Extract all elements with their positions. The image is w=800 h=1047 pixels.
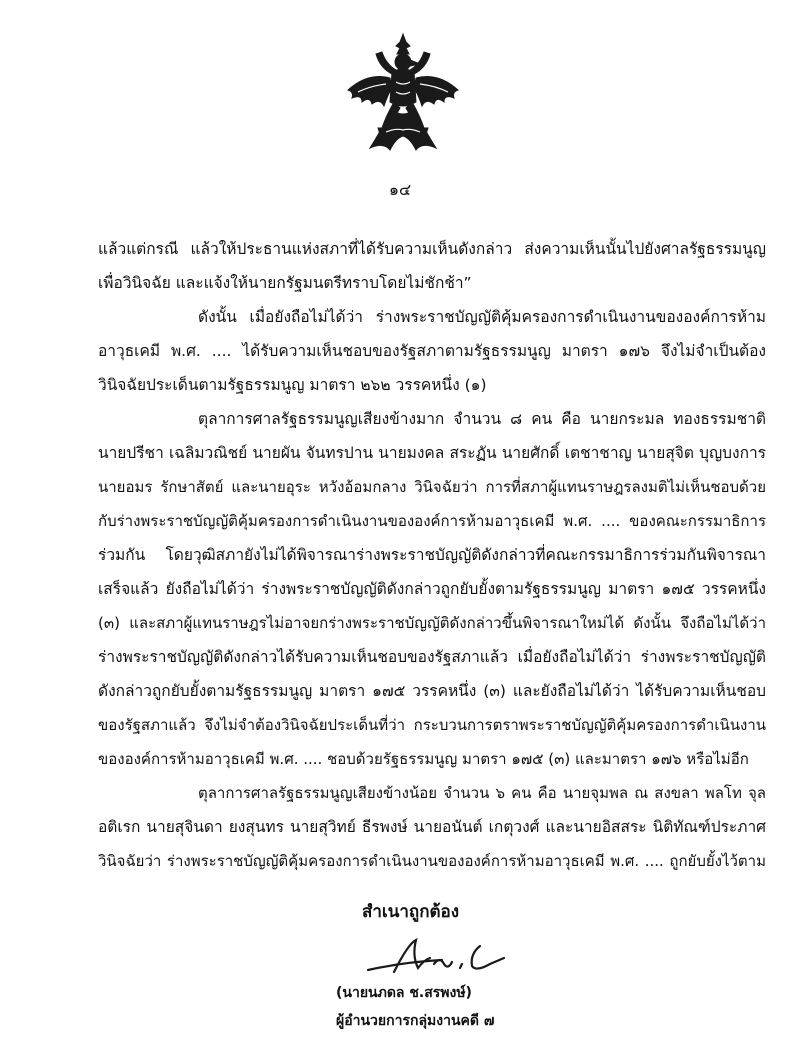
signer-name: (นายนภดล ช.สรพงษ์) [336,985,472,1001]
text-line: นายปรีชา เฉลิมวณิชย์ นายผัน จันทรปาน นายมงคล สระฏัน นายศักดิ์ เตชาชาญ นายสุจิต บุญบงการ [98,444,766,462]
text-line: ร่างพระราชบัญญัติดังกล่าวได้รับความเห็นชอบของรัฐสภาแล้ว เมื่อยังถือไม่ได้ว่า ร่างพระราชบัญญัติ [98,648,766,666]
signature-icon [364,934,524,980]
garuda-emblem-icon [340,32,466,154]
text-line: ดังกล่าวถูกยับยั้งตามรัฐธรรมนูญ มาตรา ๑๗๕ วรรคหนึ่ง (๓) และยังถือไม่ได้ว่า ได้รับความเห็นชอบ [98,682,766,700]
text-line: แล้วแต่กรณี แล้วให้ประธานแห่งสภาที่ได้รับความเห็นดังกล่าว ส่งความเห็นนั้นไปยังศาลรัฐธรรมนูญ [98,240,766,258]
text-line: ของรัฐสภาแล้ว จึงไม่จำต้องวินิจฉัยประเด็นที่ว่า กระบวนการตราพระราชบัญญัติคุ้มครองการดำเนินงาน [98,716,766,734]
text-line: ร่วมกัน โดยวุฒิสภายังไม่ได้พิจารณาร่างพระราชบัญญัติดังกล่าวที่คณะกรรมาธิการร่วมกันพิจารณา [98,546,766,564]
page-number: ๑๔ [388,180,412,199]
text-line: วินิจฉัยว่า ร่างพระราชบัญญัติคุ้มครองการดำเนินงานขององค์การห้ามอาวุธเคมี พ.ศ. .... ถูกยับยั้งไว้ตาม [98,852,766,870]
signer-title: ผู้อำนวยการกลุ่มงานคดี ๗ [336,1013,495,1029]
text-line: ดังนั้น เมื่อยังถือไม่ได้ว่า ร่างพระราชบัญญัติคุ้มครองการดำเนินงานขององค์การห้าม [198,308,766,326]
text-line: นายอมร รักษาสัตย์ และนายอุระ หวังอ้อมกลาง วินิจฉัยว่า การที่สภาผู้แทนราษฎรลงมติไม่เห็นชอบด้วย [98,478,766,496]
text-line: เสร็จแล้ว ยังถือไม่ได้ว่า ร่างพระราชบัญญัติดังกล่าวถูกยับยั้งตามรัฐธรรมนูญ มาตรา ๑๗๕ วรรคหนึ่ง [98,580,766,598]
text-line: ตุลาการศาลรัฐธรรมนูญเสียงข้างมาก จำนวน ๘ คน คือ นายกระมล ทองธรรมชาติ [198,410,766,428]
certified-copy-label: สำเนาถูกต้อง [362,902,460,922]
text-line: ตุลาการศาลรัฐธรรมนูญเสียงข้างน้อย จำนวน ๖ คน คือ นายจุมพล ณ สงขลา พลโท จุล [198,784,766,802]
text-line: (๓) และสภาผู้แทนราษฎรไม่อาจยกร่างพระราชบัญญัติดังกล่าวขึ้นพิจารณาใหม่ได้ ดังนั้น จึงถือไม่ได้ว่า [98,614,766,632]
text-line: อติเรก นายสุจินดา ยงสุนทร นายสุวิทย์ ธีรพงษ์ นายอนันต์ เกตุวงศ์ และนายอิสสระ นิติทัณฑ์ประภาศ [98,818,766,836]
text-line: ขององค์การห้ามอาวุธเคมี พ.ศ. .... ชอบด้วยรัฐธรรมนูญ มาตรา ๑๗๕ (๓) และมาตรา ๑๗๖ หรือไม่อีก [98,750,749,768]
text-line: เพื่อวินิจฉัย และแจ้งให้นายกรัฐมนตรีทราบโดยไม่ชักช้า” [98,274,472,292]
text-line: อาวุธเคมี พ.ศ. .... ได้รับความเห็นชอบของรัฐสภาตามรัฐธรรมนูญ มาตรา ๑๗๖ จึงไม่จำเป็นต้อง [98,342,766,360]
text-line: กับร่างพระราชบัญญัติคุ้มครองการดำเนินงานขององค์การห้ามอาวุธเคมี พ.ศ. .... ของคณะกรรมาธิการ [98,512,766,530]
text-line: วินิจฉัยประเด็นตามรัฐธรรมนูญ มาตรา ๒๖๒ วรรคหนึ่ง (๑) [98,376,487,394]
document-body [98,232,766,878]
